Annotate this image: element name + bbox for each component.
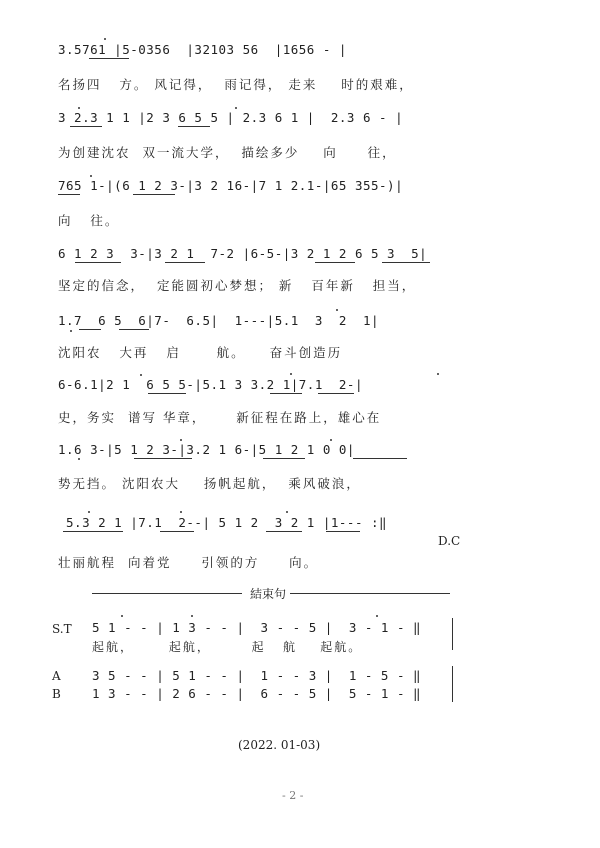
- beam-underline: [165, 262, 205, 263]
- dc-mark: D.C: [438, 534, 461, 548]
- octave-dot: [88, 511, 90, 513]
- notation-row-3: 765 1-|(6 1 2 3-|3 2 16-|7 1 2.1-|65 355-)|: [58, 178, 404, 193]
- part-label-a: A: [52, 669, 61, 683]
- beam-underline: [70, 126, 102, 127]
- notation-row-7: 1.6 3-|5 1 2 3-|3.2 1 6-|5 1 2 1 0 0|: [58, 442, 355, 457]
- beam-underline: [382, 262, 430, 263]
- beam-underline: [263, 458, 305, 459]
- notation-st: 5 1 - - | 1 3 - - | 3 - - 5 | 3 - 1 - ‖: [92, 620, 422, 635]
- octave-dot: [437, 373, 439, 375]
- octave-dot: [235, 107, 237, 109]
- lyrics-row-2: 为创建沈农 双一流大学， 描绘多少 向 往，: [58, 145, 397, 160]
- notation-row-5: 1.7 6 5 6|7- 6.5| 1---|5.1 3 2 1|: [58, 313, 380, 328]
- beam-underline: [119, 329, 149, 330]
- notation-row-1: 3.5761 |5-0356 |32103 56 |1656 - |: [58, 42, 347, 57]
- lyrics-row-1: 名扬四 方。 风记得， 雨记得， 走来 时的艰难，: [58, 77, 414, 92]
- octave-dot: [191, 615, 193, 617]
- beam-underline: [266, 531, 302, 532]
- beam-underline: [178, 126, 210, 127]
- beam-underline: [318, 393, 354, 394]
- lyrics-row-4: 坚定的信念， 定能圆初心梦想； 新 百年新 担当，: [58, 278, 417, 293]
- octave-dot: [121, 615, 123, 617]
- lyrics-row-3: 向 往。: [58, 213, 120, 228]
- ending-bracket-left: [92, 593, 242, 594]
- beam-underline: [58, 194, 80, 195]
- lyrics-row-5: 沈阳农 大再 启 航。 奋斗创造历: [58, 345, 343, 360]
- octave-dot: [78, 107, 80, 109]
- final-barline: [452, 666, 453, 702]
- octave-dot: [286, 511, 288, 513]
- beam-underline: [353, 458, 407, 459]
- octave-dot: [104, 38, 106, 40]
- notation-row-2: 3 2.3 1 1 |2 3 6 5 5 | 2.3 6 1 | 2.3 6 - |: [58, 110, 404, 125]
- beam-underline: [133, 194, 175, 195]
- octave-dot: [180, 439, 182, 441]
- beam-underline: [160, 531, 194, 532]
- notation-a: 3 5 - - | 5 1 - - | 1 - - 3 | 1 - 5 - ‖: [92, 668, 422, 683]
- notation-b: 1 3 - - | 2 6 - - | 6 - - 5 | 5 - 1 - ‖: [92, 686, 422, 701]
- octave-dot: [336, 309, 338, 311]
- notation-row-8: 5.3 2 1 |7.1 2--| 5 1 2 3 2 1 |1--- :‖: [58, 515, 388, 530]
- notation-row-4: 6 1 2 3 3-|3 2 1 7-2 |6-5-|3 2 1 2 6 5 3 5|: [58, 246, 428, 261]
- beam-underline: [270, 393, 302, 394]
- notation-row-6: 6-6.1|2 1 6 5 5-|5.1 3 3.2 1|7.1 2-|: [58, 377, 363, 392]
- beam-underline: [326, 531, 360, 532]
- date: (2022. 01-03): [238, 738, 321, 752]
- lyrics-row-6: 史，务实 谱写 华章， 新征程在路上，雄心在: [58, 410, 382, 425]
- octave-dot: [330, 439, 332, 441]
- beam-underline: [315, 262, 355, 263]
- lyrics-row-7: 势无挡。 沈阳农大 扬帆起航， 乘风破浪，: [58, 476, 361, 491]
- octave-dot: [290, 373, 292, 375]
- part-label-st: S.T: [52, 622, 72, 636]
- final-barline: [452, 618, 453, 650]
- beam-underline: [79, 329, 101, 330]
- ending-bracket-right: [290, 593, 450, 594]
- beam-underline: [63, 531, 123, 532]
- beam-underline: [134, 458, 192, 459]
- part-label-b: B: [52, 687, 61, 701]
- beam-underline: [89, 58, 129, 59]
- octave-dot: [90, 175, 92, 177]
- beam-underline: [75, 262, 121, 263]
- octave-dot: [376, 615, 378, 617]
- ending-label: 結束句: [250, 587, 287, 601]
- octave-dot: [70, 330, 72, 332]
- octave-dot: [180, 511, 182, 513]
- beam-underline: [148, 393, 186, 394]
- lyrics-st: 起航， 起航， 起 航 起航。: [92, 640, 363, 654]
- octave-dot: [140, 374, 142, 376]
- lyrics-row-8: 壮丽航程 向着党 引领的方 向。: [58, 555, 319, 570]
- page-number: - 2 -: [282, 789, 304, 802]
- octave-dot: [78, 458, 80, 460]
